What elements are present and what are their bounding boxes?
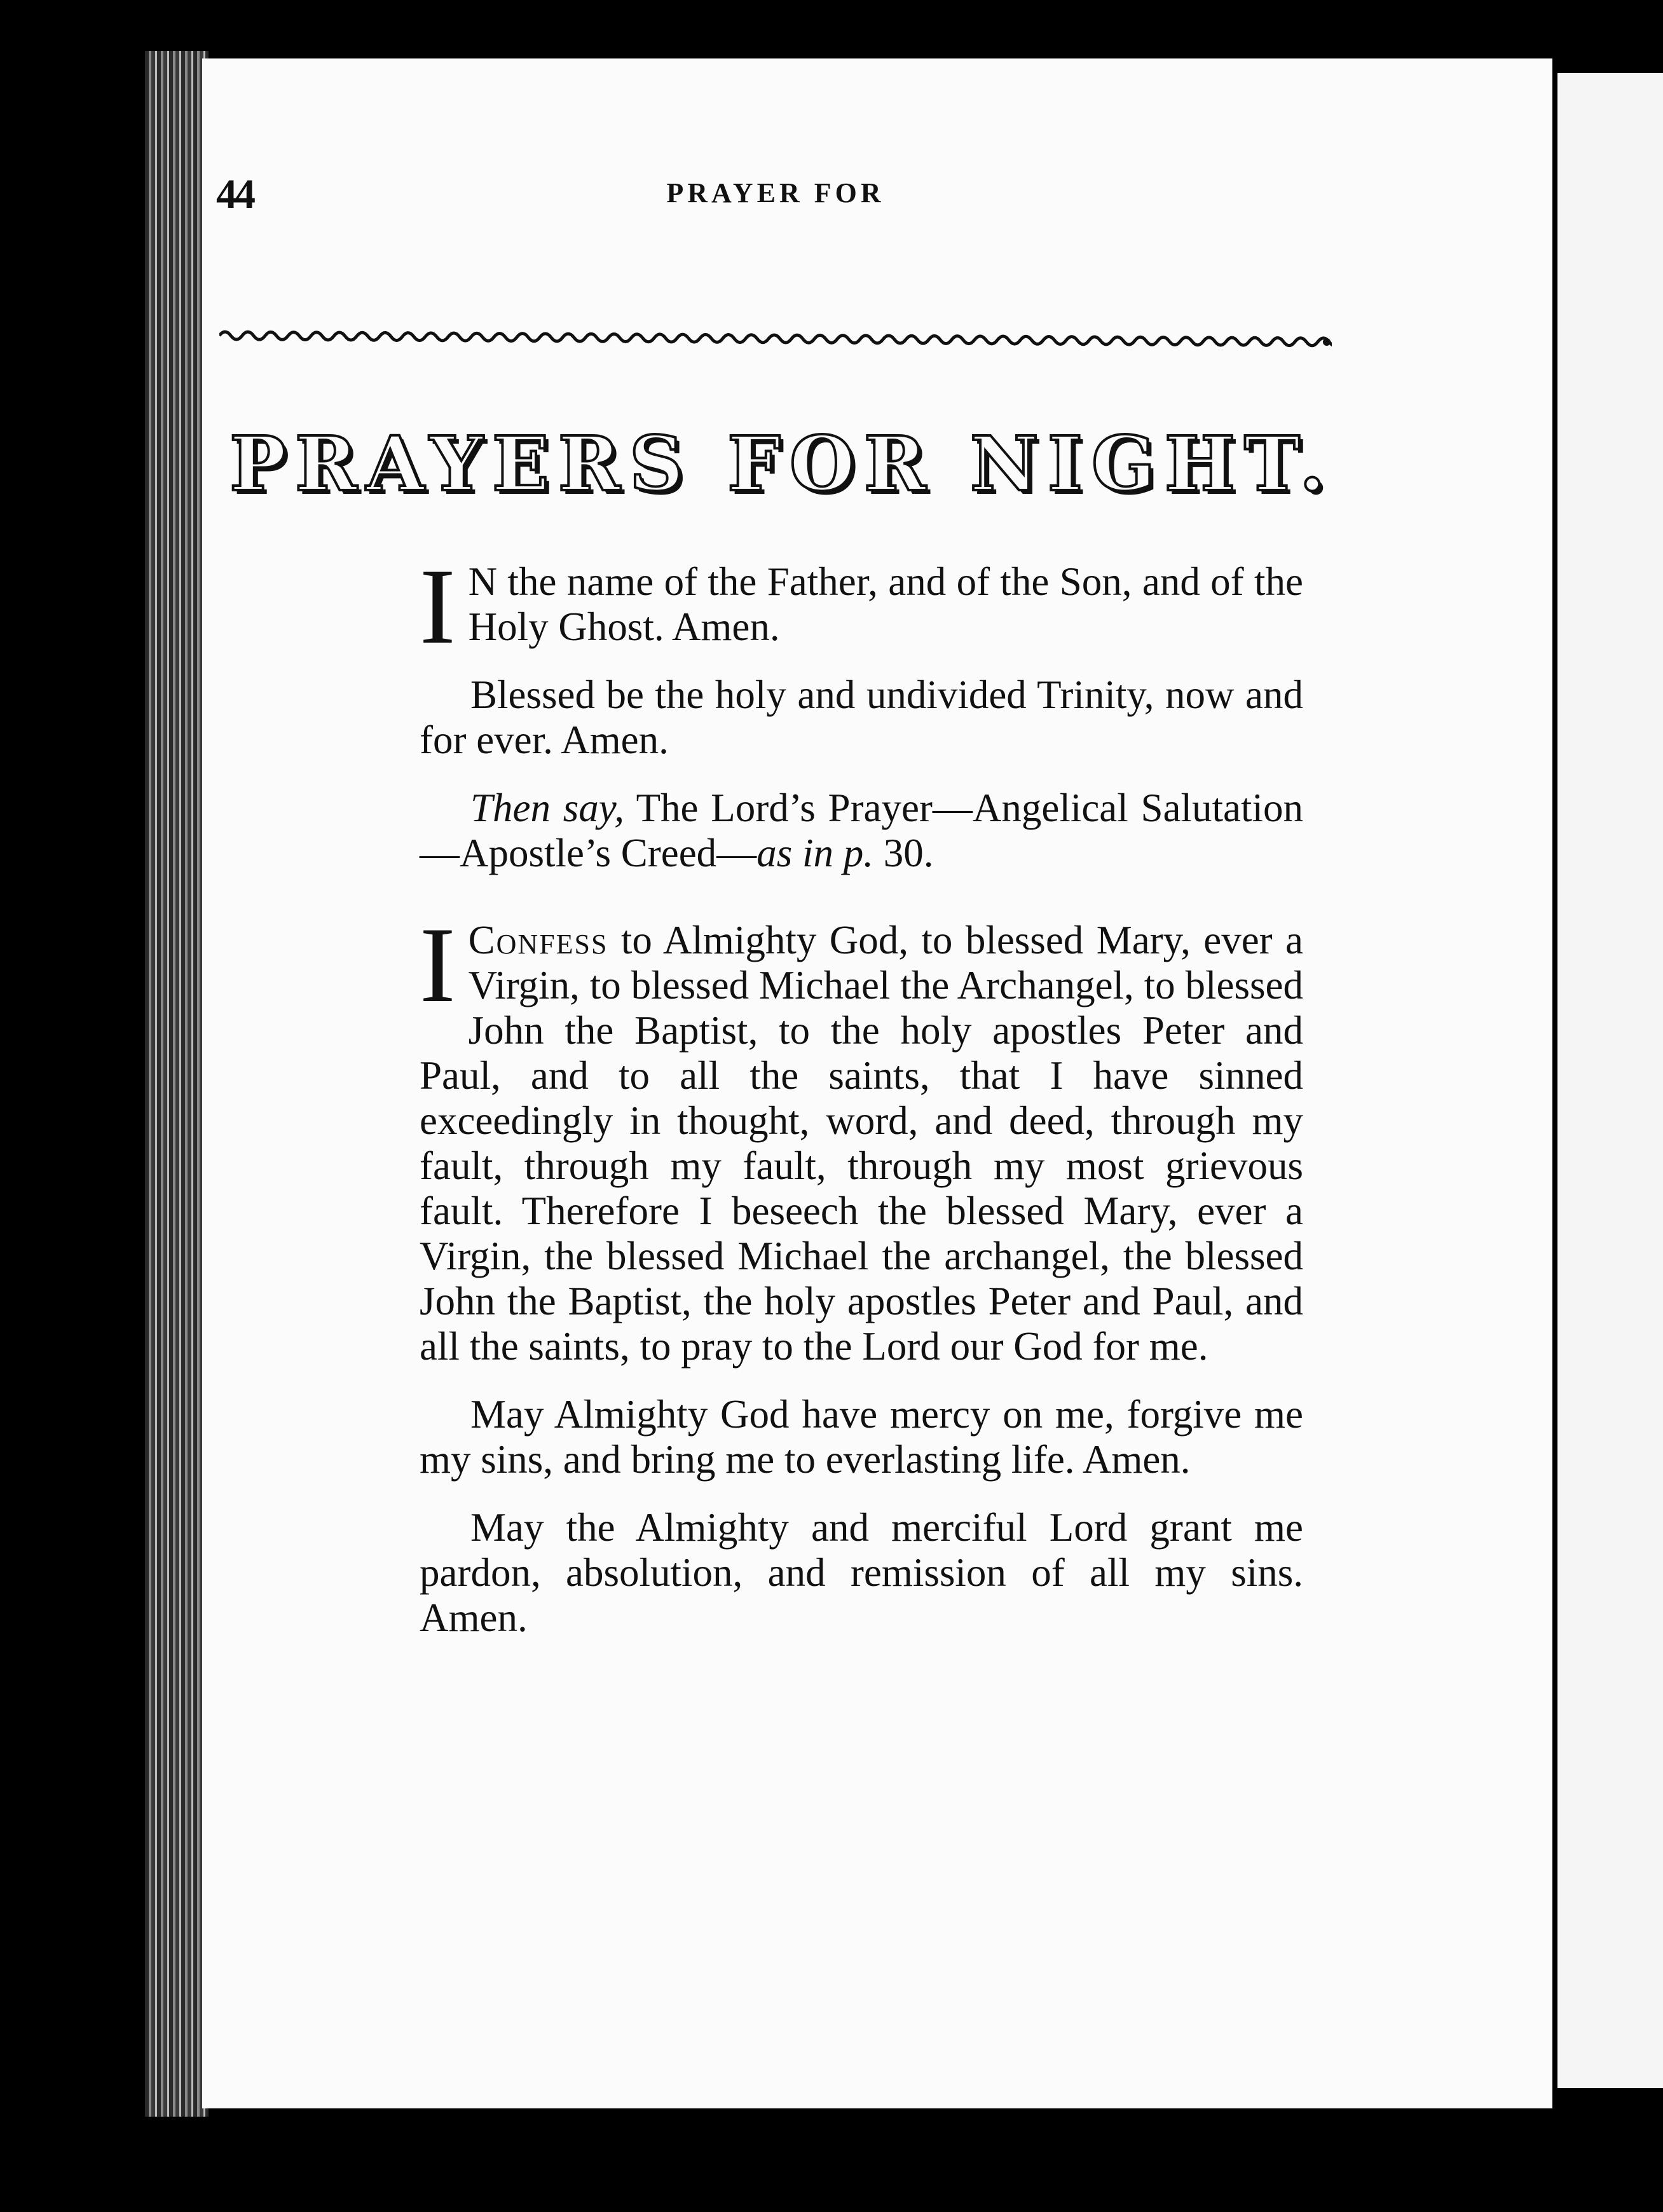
paragraph-trinity: Blessed be the holy and undivided Trinity, now and for ever. Amen. — [420, 672, 1303, 762]
page-reference-italic: as in p. — [756, 831, 873, 875]
facing-page-edge — [1557, 73, 1663, 2088]
page-header — [216, 170, 1335, 228]
page-number: 44 — [216, 171, 253, 217]
small-caps-word: Confess — [468, 918, 608, 962]
paragraph-instruction — [420, 786, 1303, 876]
paragraph-confiteor — [420, 905, 1303, 1369]
book-page-edges — [145, 51, 209, 2117]
prayer-text-body — [420, 547, 1303, 1641]
paragraph-absolution: May the Almighty and merciful Lord grant me pardon, absolution, and remission of all my sins. Amen. — [420, 1505, 1303, 1640]
paragraph-mercy: May Almighty God have mercy on me, forgive me my sins, and bring me to everlasting life. Amen. — [420, 1392, 1303, 1482]
paragraph-text: to Almighty God, to blessed Mary, ever a Virgin, to blessed Michael the Archangel, to blessed John the Baptist, to the holy apostles Peter and Paul, and to all the saints, that I have sinned exceedingly in thought, word, and deed, through my fault, through my fault, through my most grievous fault. Therefore I beseech the blessed Mary, ever a Virgin, the blessed Michael the archangel, the blessed John the Baptist, the holy apostles Peter and Paul, and all the saints, to pray to the Lord our God for me. — [420, 918, 1303, 1369]
instruction-italic: Then say, — [470, 786, 624, 830]
section-title: PRAYERS FOR NIGHT. — [229, 420, 1334, 508]
page-reference-number: 30. — [873, 831, 934, 875]
instruction-text: The Lord’s Prayer—Angelical Salutation—Apostle’s Creed— — [420, 786, 1303, 875]
drop-cap: I — [420, 905, 456, 1025]
drop-cap: I — [420, 547, 456, 666]
paragraph-text: N the name of the Father, and of the Son, and of the Holy Ghost. Amen. — [468, 559, 1303, 649]
running-head: PRAYER FOR — [666, 177, 885, 208]
decorative-wavy-rule — [219, 318, 1332, 356]
paragraph-sign-of-cross — [420, 547, 1303, 666]
